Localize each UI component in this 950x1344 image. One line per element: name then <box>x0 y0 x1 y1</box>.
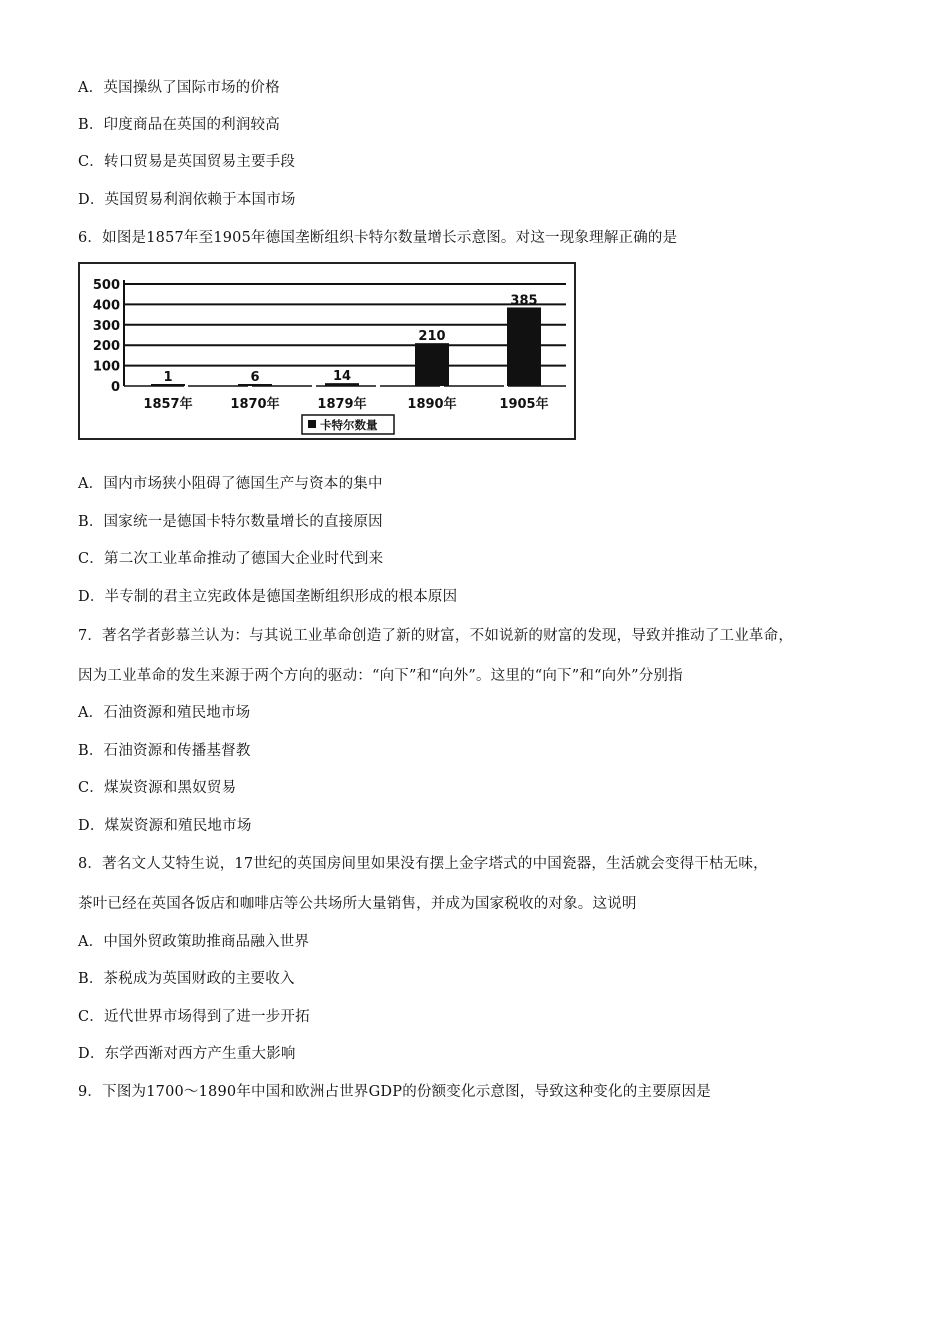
bar-data-label: 1 <box>163 370 173 385</box>
legend-swatch <box>308 420 316 428</box>
bar <box>507 307 541 386</box>
cartel-bar-chart <box>80 264 574 438</box>
q8-option-a: A．中国外贸政策助推商品融入世界 <box>78 934 310 950</box>
q7-option-b: B．石油资源和传播基督教 <box>78 743 251 759</box>
x-tick-label: 1905年 <box>499 397 549 412</box>
bar-data-label: 385 <box>510 293 538 309</box>
bar-data-label: 14 <box>332 369 352 385</box>
x-tick-label: 1857年 <box>143 397 193 412</box>
q7-stem-line1: 7．著名学者彭慕兰认为：与其说工业革命创造了新的财富，不如说新的财富的发现，导致并推动了工业革命， <box>78 628 794 644</box>
y-tick-label: 400 <box>92 298 120 314</box>
y-tick-label: 300 <box>92 318 120 334</box>
q7-stem-line2: 因为工业革命的发生来源于两个方向的驱动：“向下”和“向外”。这里的“向下”和“向外”分别指 <box>78 668 683 684</box>
q8-stem-line1: 8．著名文人艾特生说，17世纪的英国房间里如果没有摆上金字塔式的中国瓷器，生活就会变得干枯无味， <box>78 856 768 872</box>
y-tick-label: 0 <box>110 380 120 395</box>
q6-option-c: C．第二次工业革命推动了德国大企业时代到来 <box>78 551 384 567</box>
bar-data-label: 210 <box>418 329 446 345</box>
bar-data-label: 6 <box>250 370 260 385</box>
q6-option-b: B．国家统一是德国卡特尔数量增长的直接原因 <box>78 514 383 530</box>
q9-stem: 9．下图为1700～1890年中国和欧洲占世界GDP的份额变化示意图，导致这种变化的主要原因是 <box>78 1084 711 1100</box>
q5-option-b: B．印度商品在英国的利润较高 <box>78 117 280 133</box>
q8-stem-line2: 茶叶已经在英国各饭店和咖啡店等公共场所大量销售，并成为国家税收的对象。这说明 <box>78 896 637 912</box>
y-tick-label: 100 <box>92 359 120 375</box>
x-tick-label: 1870年 <box>230 397 280 412</box>
cartel-chart <box>78 262 576 440</box>
legend-label: 卡特尔数量 <box>320 418 378 432</box>
q8-option-d: D．东学西渐对西方产生重大影响 <box>78 1046 296 1062</box>
q6-option-d: D．半专制的君主立宪政体是德国垄断组织形成的根本原因 <box>78 589 458 605</box>
q7-option-d: D．煤炭资源和殖民地市场 <box>78 818 252 834</box>
x-tick-label: 1890年 <box>407 397 457 412</box>
q7-option-a: A．石油资源和殖民地市场 <box>78 705 251 721</box>
q7-option-c: C．煤炭资源和黑奴贸易 <box>78 780 237 796</box>
y-tick-label: 500 <box>92 278 120 293</box>
q5-option-d: D．英国贸易利润依赖于本国市场 <box>78 192 296 208</box>
y-tick-label: 200 <box>92 339 120 355</box>
q8-option-c: C．近代世界市场得到了进一步开拓 <box>78 1009 310 1025</box>
x-tick-label: 1879年 <box>317 397 367 412</box>
q8-option-b: B．茶税成为英国财政的主要收入 <box>78 971 295 987</box>
q5-option-c: C．转口贸易是英国贸易主要手段 <box>78 154 296 170</box>
q6-option-a: A．国内市场狭小阻碍了德国生产与资本的集中 <box>78 476 383 492</box>
bar <box>415 343 449 386</box>
q5-option-a: A．英国操纵了国际市场的价格 <box>78 80 280 96</box>
q6-stem: 6．如图是1857年至1905年德国垄断组织卡特尔数量增长示意图。对这一现象理解正确的是 <box>78 230 678 246</box>
